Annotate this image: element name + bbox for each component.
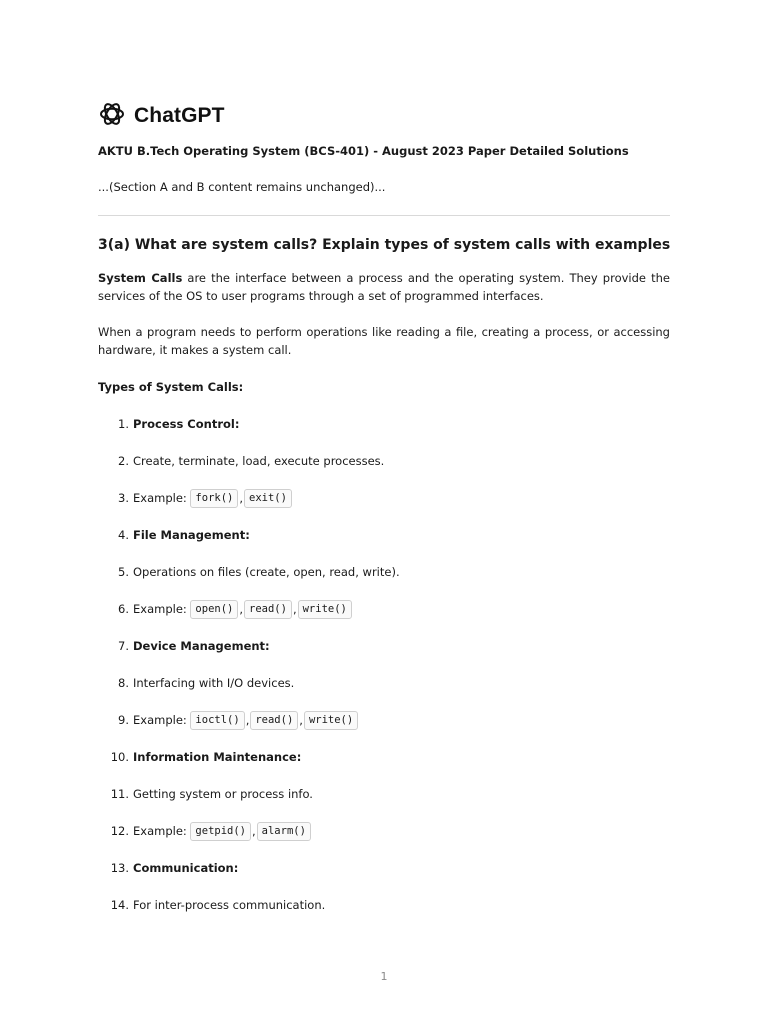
list-number: 8. [118,676,129,690]
paragraph-text: are the interface between a process and the operating system. They provide the services of the OS to user programs through a set of programmed interfaces. [98,271,670,303]
list-number: 9. [118,713,129,727]
code-snippet: write() [298,600,352,619]
list-item [98,488,670,508]
code-snippet: getpid() [190,822,251,841]
page-number: 1 [380,970,388,983]
list-number: 1. [118,417,129,431]
list-text: For inter-process communication. [133,898,326,912]
list-text: Example: [133,824,191,838]
paragraph-system-call-usage: When a program needs to perform operations like reading a file, creating a process, or accessing hardware, it makes a system call. [98,325,670,357]
openai-logo-icon [98,100,126,132]
list-number: 11. [110,787,129,801]
comma-separator: , [239,602,244,616]
list-item [98,451,670,471]
list-text: File Management: [133,528,250,542]
comma-separator: , [245,713,250,727]
list-item [98,858,670,878]
list-text: Example: [133,713,191,727]
list-number: 12. [110,824,129,838]
list-text: Communication: [133,861,239,875]
list-item [98,562,670,582]
section-heading: 3(a) What are system calls? Explain types of system calls with examples [98,237,671,253]
list-item [98,599,670,619]
comma-separator: , [252,824,256,838]
comma-separator: , [239,491,244,505]
list-item [98,636,670,656]
list-item [98,821,670,841]
list-number: 7. [118,639,129,653]
list-text: Example: [133,491,191,505]
code-snippet: exit() [244,489,292,508]
list-item [98,784,670,804]
list-number: 6. [118,602,129,616]
list-number: 14. [110,898,129,912]
list-text: Interfacing with I/O devices. [133,676,295,690]
list-text: Process Control: [133,417,240,431]
code-snippet: ioctl() [190,711,244,730]
comma-separator: , [299,713,303,727]
term-system-calls: System Calls [98,271,183,285]
list-item [98,747,670,767]
list-number: 10. [110,750,129,764]
brand-name: ChatGPT [134,104,225,127]
intro-note: ...(Section A and B content remains unchanged)... [98,180,386,194]
comma-separator: , [292,602,297,616]
code-snippet: alarm() [257,822,311,841]
code-snippet: write() [304,711,358,730]
list-text: Operations on files (create, open, read, write). [133,565,400,579]
code-snippet: read() [250,711,298,730]
list-number: 13. [110,861,129,875]
list-number: 2. [118,454,129,468]
list-item [98,525,670,545]
list-text: Example: [133,602,191,616]
list-text: Create, terminate, load, execute processes. [133,454,385,468]
list-item [98,895,670,915]
document-title: AKTU B.Tech Operating System (BCS-401) - August 2023 Paper Detailed Solutions [98,144,629,158]
list-text: Device Management: [133,639,270,653]
types-heading: Types of System Calls: [98,380,244,394]
list-number: 5. [118,565,129,579]
list-text: Information Maintenance: [133,750,302,764]
list-number: 4. [118,528,129,542]
code-snippet: fork() [190,489,238,508]
list-item [98,673,670,693]
divider [98,215,670,216]
code-snippet: read() [244,600,292,619]
list-item [98,710,670,730]
list-number: 3. [118,491,129,505]
brand-header [98,100,225,132]
list-item [98,414,670,434]
paragraph-system-calls [98,270,670,305]
code-snippet: open() [190,600,238,619]
list-text: Getting system or process info. [133,787,313,801]
